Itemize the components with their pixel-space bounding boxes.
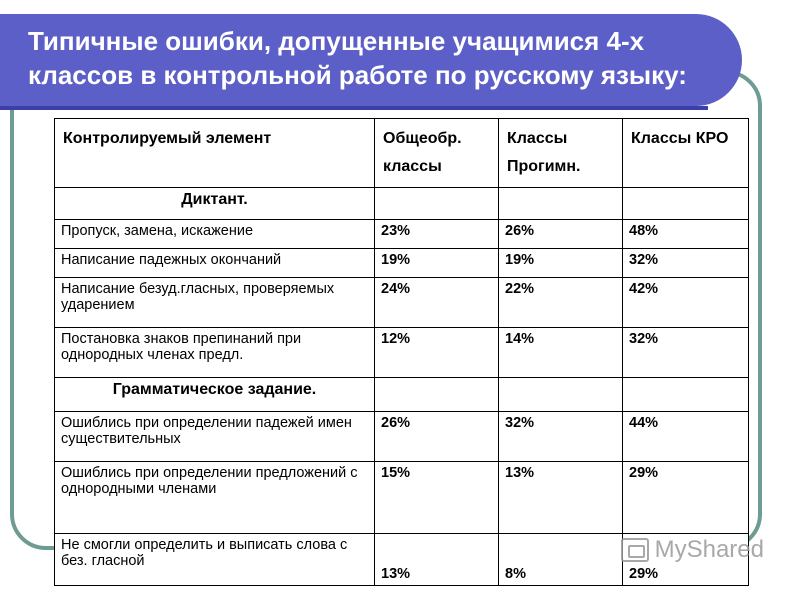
presentation-logo-icon — [621, 538, 649, 562]
value-general: 24% — [375, 278, 499, 328]
table-row — [55, 220, 749, 249]
value-kro: 42% — [623, 278, 749, 328]
row-label: Ошиблись при определении предложений с однородными членами — [55, 462, 375, 534]
section-row-grammar — [55, 378, 749, 412]
row-label: Написание безуд.гласных, проверяемых ударением — [55, 278, 375, 328]
header-row — [55, 119, 749, 188]
value-progymnasium: 19% — [499, 249, 623, 278]
section-dictation: Диктант. — [55, 188, 375, 220]
row-label: Постановка знаков препинаний при однородных членах предл. — [55, 328, 375, 378]
table-row — [55, 462, 749, 534]
watermark-text: MyShared — [654, 536, 764, 563]
value-progymnasium: 22% — [499, 278, 623, 328]
value-kro: 29% — [623, 462, 749, 534]
value-progymnasium: 26% — [499, 220, 623, 249]
table-row — [55, 412, 749, 462]
value-kro: 32% — [623, 328, 749, 378]
header-element: Контролируемый элемент — [55, 119, 375, 188]
header-general-classes: Общеобр. классы — [375, 119, 499, 188]
slide-title: Типичные ошибки, допущенные учащимися 4-х классов в контрольной работе по русскому языку: — [28, 26, 687, 90]
value-general: 13% — [375, 534, 499, 586]
value-progymnasium: 13% — [499, 462, 623, 534]
row-label: Не смогли определить и выписать слова с без. гласной — [55, 534, 375, 586]
header-progymnasium-classes: Классы Прогимн. — [499, 119, 623, 188]
value-kro: 48% — [623, 220, 749, 249]
value-progymnasium: 14% — [499, 328, 623, 378]
value-progymnasium: 8% — [499, 534, 623, 586]
value-general: 23% — [375, 220, 499, 249]
value-general: 19% — [375, 249, 499, 278]
header-kro-classes: Классы КРО — [623, 119, 749, 188]
section-row-dictation — [55, 188, 749, 220]
watermark — [621, 536, 764, 564]
section-grammar: Грамматическое задание. — [55, 378, 375, 412]
table-row — [55, 328, 749, 378]
value-general: 15% — [375, 462, 499, 534]
table-row — [55, 278, 749, 328]
value-kro: 29% — [623, 534, 749, 586]
title-underline — [0, 106, 708, 110]
row-label: Пропуск, замена, искажение — [55, 220, 375, 249]
value-kro: 32% — [623, 249, 749, 278]
errors-table — [54, 118, 749, 586]
value-kro: 44% — [623, 412, 749, 462]
row-label: Ошиблись при определении падежей имен существительных — [55, 412, 375, 462]
value-general: 12% — [375, 328, 499, 378]
value-general: 26% — [375, 412, 499, 462]
value-progymnasium: 32% — [499, 412, 623, 462]
row-label: Написание падежных окончаний — [55, 249, 375, 278]
table-row — [55, 249, 749, 278]
